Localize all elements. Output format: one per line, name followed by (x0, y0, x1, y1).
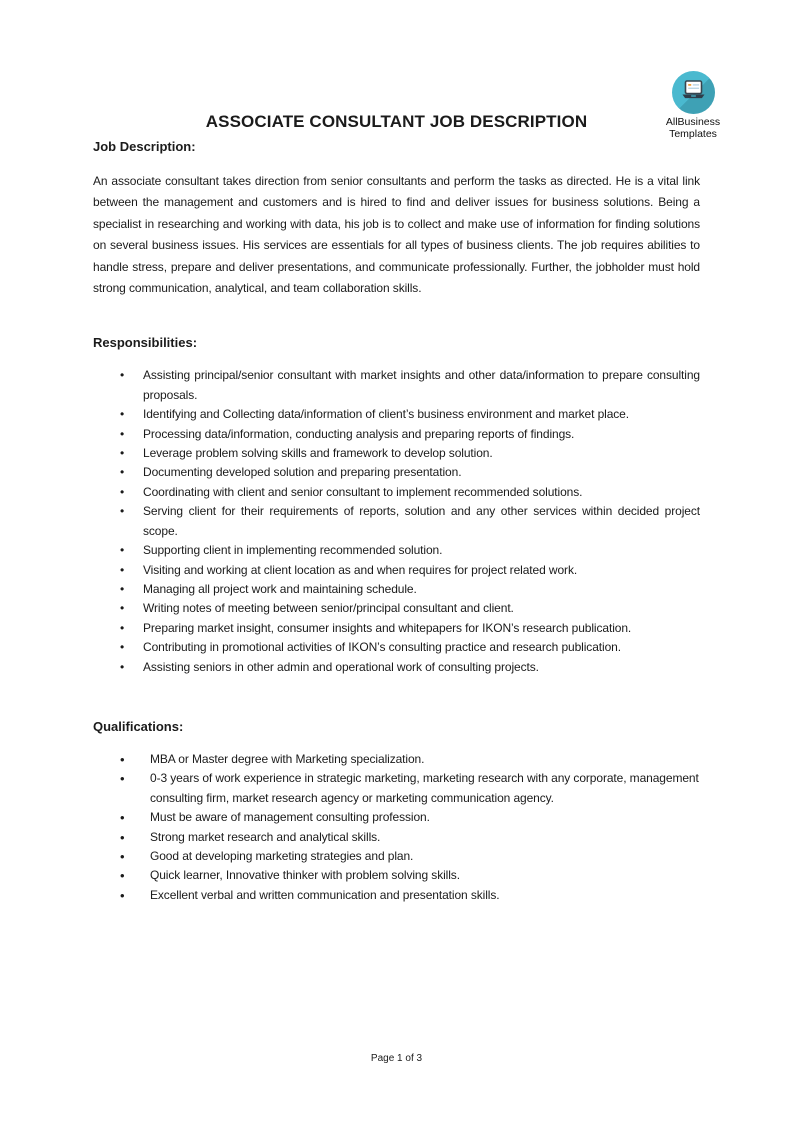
responsibilities-heading: Responsibilities: (93, 335, 198, 351)
page-number: Page 1 of 3 (370, 1053, 423, 1064)
qualifications-list (93, 750, 700, 905)
logo-circle (672, 71, 715, 114)
responsibilities-list (93, 366, 700, 677)
list-item: • Writing notes of meeting between senior/principal consultant and client. (120, 599, 700, 618)
logo-line2: Templates (669, 128, 717, 140)
list-item: • Identifying and Collecting data/information of client’s business environment and market place. (120, 405, 700, 424)
logo-line1: AllBusiness (665, 116, 721, 128)
list-item: • Serving client for their requirements of reports, solution and any other services within decided project scope. (120, 502, 700, 541)
list-item: • Good at developing marketing strategies and plan. (120, 847, 700, 866)
list-item: • Must be aware of management consulting profession. (120, 808, 700, 827)
list-item: • Assisting seniors in other admin and operational work of consulting projects. (120, 658, 700, 677)
list-item: • Contributing in promotional activities of IKON’s consulting practice and research publication. (120, 638, 700, 657)
list-item: • Coordinating with client and senior consultant to implement recommended solutions. (120, 483, 700, 502)
list-item: • Processing data/information, conducting analysis and preparing reports of findings. (120, 425, 700, 444)
qualifications-heading: Qualifications: (93, 718, 184, 734)
list-item: • MBA or Master degree with Marketing specialization. (120, 750, 700, 769)
logo-wordmark (645, 116, 741, 140)
job-description-heading: Job Description: (93, 139, 196, 154)
allbusiness-logo (645, 71, 741, 140)
list-item: • Preparing market insight, consumer insights and whitepapers for IKON’s research publication. (120, 619, 700, 638)
list-item: • Visiting and working at client location as and when requires for project related work. (120, 561, 700, 580)
list-item: • Quick learner, Innovative thinker with problem solving skills. (120, 866, 700, 885)
list-item: • Leverage problem solving skills and framework to develop solution. (120, 444, 700, 463)
list-item: • Supporting client in implementing recommended solution. (120, 541, 700, 560)
laptop-icon (680, 80, 707, 102)
list-item: • Strong market research and analytical skills. (120, 828, 700, 847)
list-item: • Excellent verbal and written communication and presentation skills. (120, 886, 700, 905)
list-item: • Managing all project work and maintaining schedule. (120, 580, 700, 599)
document-title: ASSOCIATE CONSULTANT JOB DESCRIPTION (205, 112, 588, 131)
list-item: • Documenting developed solution and preparing presentation. (120, 463, 700, 482)
list-item: • 0-3 years of work experience in strategic marketing, marketing research with any corporate, management consulting firm, market research agency or marketing communication agency. (120, 769, 700, 808)
job-description-body: An associate consultant takes direction from senior consultants and perform the tasks as directed. He is a vital link between the management and customers and is hired to find and deliver issues for business solutions. Being a specialist in researching and working with data, his job is to collect and make use of information for finding solutions on several business issues. His services are essentials for all types of business clients. The job requires abilities to handle stress, prepare and deliver presentations, and communicate professionally. Further, the jobholder must hold strong communication, analytical, and team collaboration skills. (93, 174, 700, 296)
list-item: • Assisting principal/senior consultant with market insights and other data/information to prepare consulting proposals. (120, 366, 700, 405)
